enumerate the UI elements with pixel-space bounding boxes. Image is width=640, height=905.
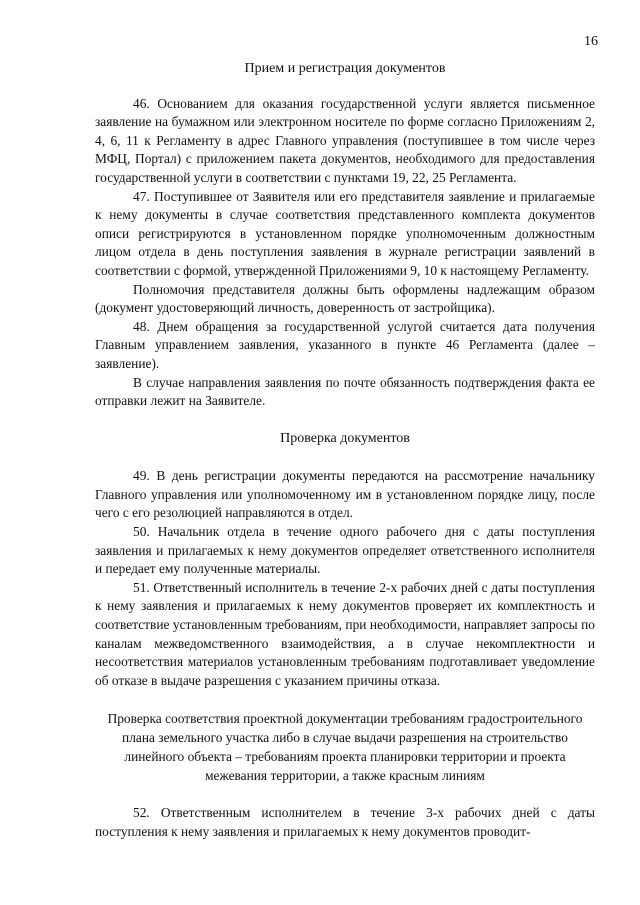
- section-heading-reception: Прием и регистрация документов: [244, 61, 446, 76]
- paragraph-52: 52. Ответственным исполнителем в течение 3-х рабочих дней с даты поступления к нему заявления и прилагаемых к нему документов проводит-: [95, 805, 595, 839]
- paragraph-47: 47. Поступившее от Заявителя или его представителя заявление и прилагаемые к нему документы в случае соответствия представленного комплекта документов описи регистрируются в установленном порядке уполномоченным должностным лицом отдела в день поступления заявления в журнале регистрации заявлений в соответствии с формой, утвержденной Приложениями 9, 10 к настоящему Регламенту.: [95, 188, 595, 278]
- paragraph-46: 46. Основанием для оказания государственной услуги является письменное заявление на бумажном или электронном носителе по форме согласно Приложениям 2, 4, 6, 11 к Регламенту в адрес Главного управления (поступившее в том числе через МФЦ, Портал) с приложением пакета документов, необходимого для предоставления государственной услуги в соответствии с пунктами 19, 22, 25 Регламента.: [95, 95, 595, 185]
- paragraph-48-mail: В случае направления заявления по почте обязанность подтверждения факта ее отправки лежит на Заявителе.: [95, 374, 595, 409]
- section-heading-check: Проверка документов: [280, 430, 410, 446]
- paragraph-51: 51. Ответственный исполнитель в течение 2-х рабочих дней с даты поступления к нему заявления и прилагаемых к нему документов проверяет их комплектность и соответствие установленным требованиям, при необходимости, направляет запросы по каналам межведомственного взаимодействия, а в случае некомплектности и несоответствия материалов установленным требованиям подготавливает уведомление об отказе в выдаче разрешения с указанием причины отказа.: [95, 579, 595, 688]
- paragraph-49: 49. В день регистрации документы передаются на рассмотрение начальнику Главного управления или уполномоченному им в установленном порядке лицу, после чего с его резолюцией направляются в отдел.: [95, 468, 595, 521]
- page-number: 16: [584, 34, 598, 49]
- paragraph-48: 48. Днем обращения за государственной услугой считается дата получения Главным управлением заявления, указанного в пункте 46 Регламента (далее – заявление).: [95, 318, 595, 371]
- paragraph-47-representative: Полномочия представителя должны быть оформлены надлежащим образом (документ удостоверяющий личность, доверенность от застройщика).: [95, 281, 595, 316]
- section-heading-compliance: Проверка соответствия проектной документации требованиям градостроительного плана земельного участка либо в случае выдачи разрешения на строительство линейного объекта – требованиям проекта планировки территории и проекта межевания территории, а также красным линиям: [107, 711, 583, 784]
- document-body: [95, 60, 595, 842]
- paragraph-50: 50. Начальник отдела в течение одного рабочего дня с даты поступления заявления и прилагаемых к нему документов определяет ответственного исполнителя и передает ему полученные материалы.: [95, 524, 595, 577]
